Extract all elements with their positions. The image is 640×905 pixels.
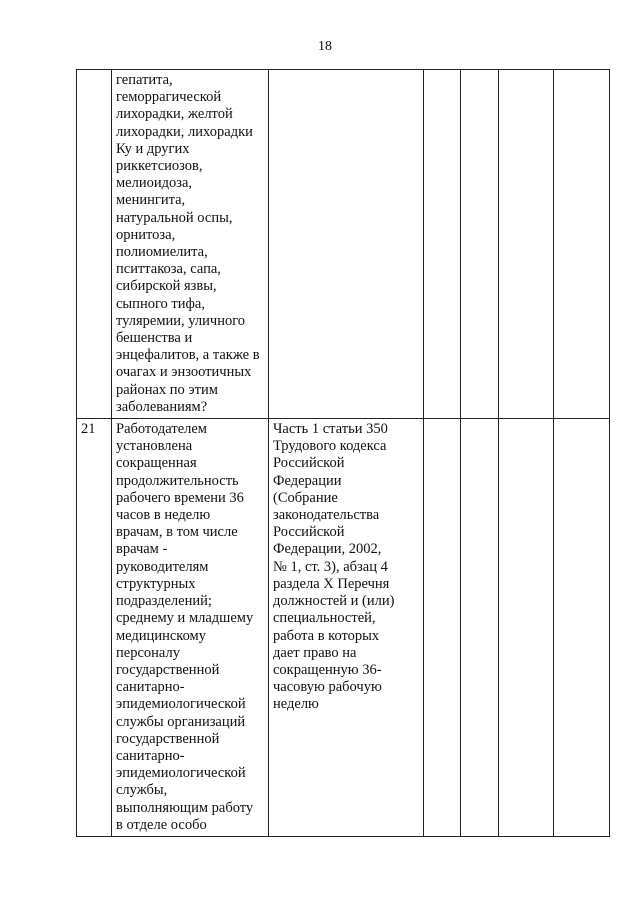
answer-cell-not-applicable bbox=[499, 70, 554, 419]
notes-cell bbox=[554, 70, 610, 419]
table-row bbox=[77, 419, 610, 837]
checklist-table bbox=[76, 69, 610, 837]
answer-cell-no bbox=[461, 70, 499, 419]
row-number-cell: 21 bbox=[77, 419, 112, 837]
answer-cell-yes bbox=[424, 70, 461, 419]
legal-reference-cell bbox=[269, 70, 424, 419]
answer-cell-no bbox=[461, 419, 499, 837]
table-row bbox=[77, 70, 610, 419]
answer-cell-not-applicable bbox=[499, 419, 554, 837]
requirement-cell: гепатита, геморрагической лихорадки, желтой лихорадки, лихорадки Ку и других риккетсиозов, мелиоидоза, менингита, натуральной оспы, орнитоза, полиомиелита, пситтакоза, сапа, сибирской язвы, сыпного тифа, туляремии, уличного бешенства и энцефалитов, а также в очагах и энзоотичных районах по этим заболеваниям? bbox=[112, 70, 269, 419]
requirement-cell: Работодателем установлена сокращенная продолжительность рабочего времени 36 часов в неделю врачам, в том числе врачам - руководителям структурных подразделений; среднему и младшему медицинскому персоналу государственной санитарно- эпидемиологической службы организаций государственной санитарно- эпидемиологической службы, выполняющим работу в отделе особо bbox=[112, 419, 269, 837]
page-number: 18 bbox=[318, 39, 332, 54]
notes-cell bbox=[554, 419, 610, 837]
answer-cell-yes bbox=[424, 419, 461, 837]
legal-reference-cell: Часть 1 статьи 350 Трудового кодекса Российской Федерации (Собрание законодательства Российской Федерации, 2002, № 1, ст. 3), абзац 4 раздела X Перечня должностей и (или) специальностей, работа в которых дает право на сокращенную 36- часовую рабочую неделю bbox=[269, 419, 424, 837]
row-number-cell bbox=[77, 70, 112, 419]
